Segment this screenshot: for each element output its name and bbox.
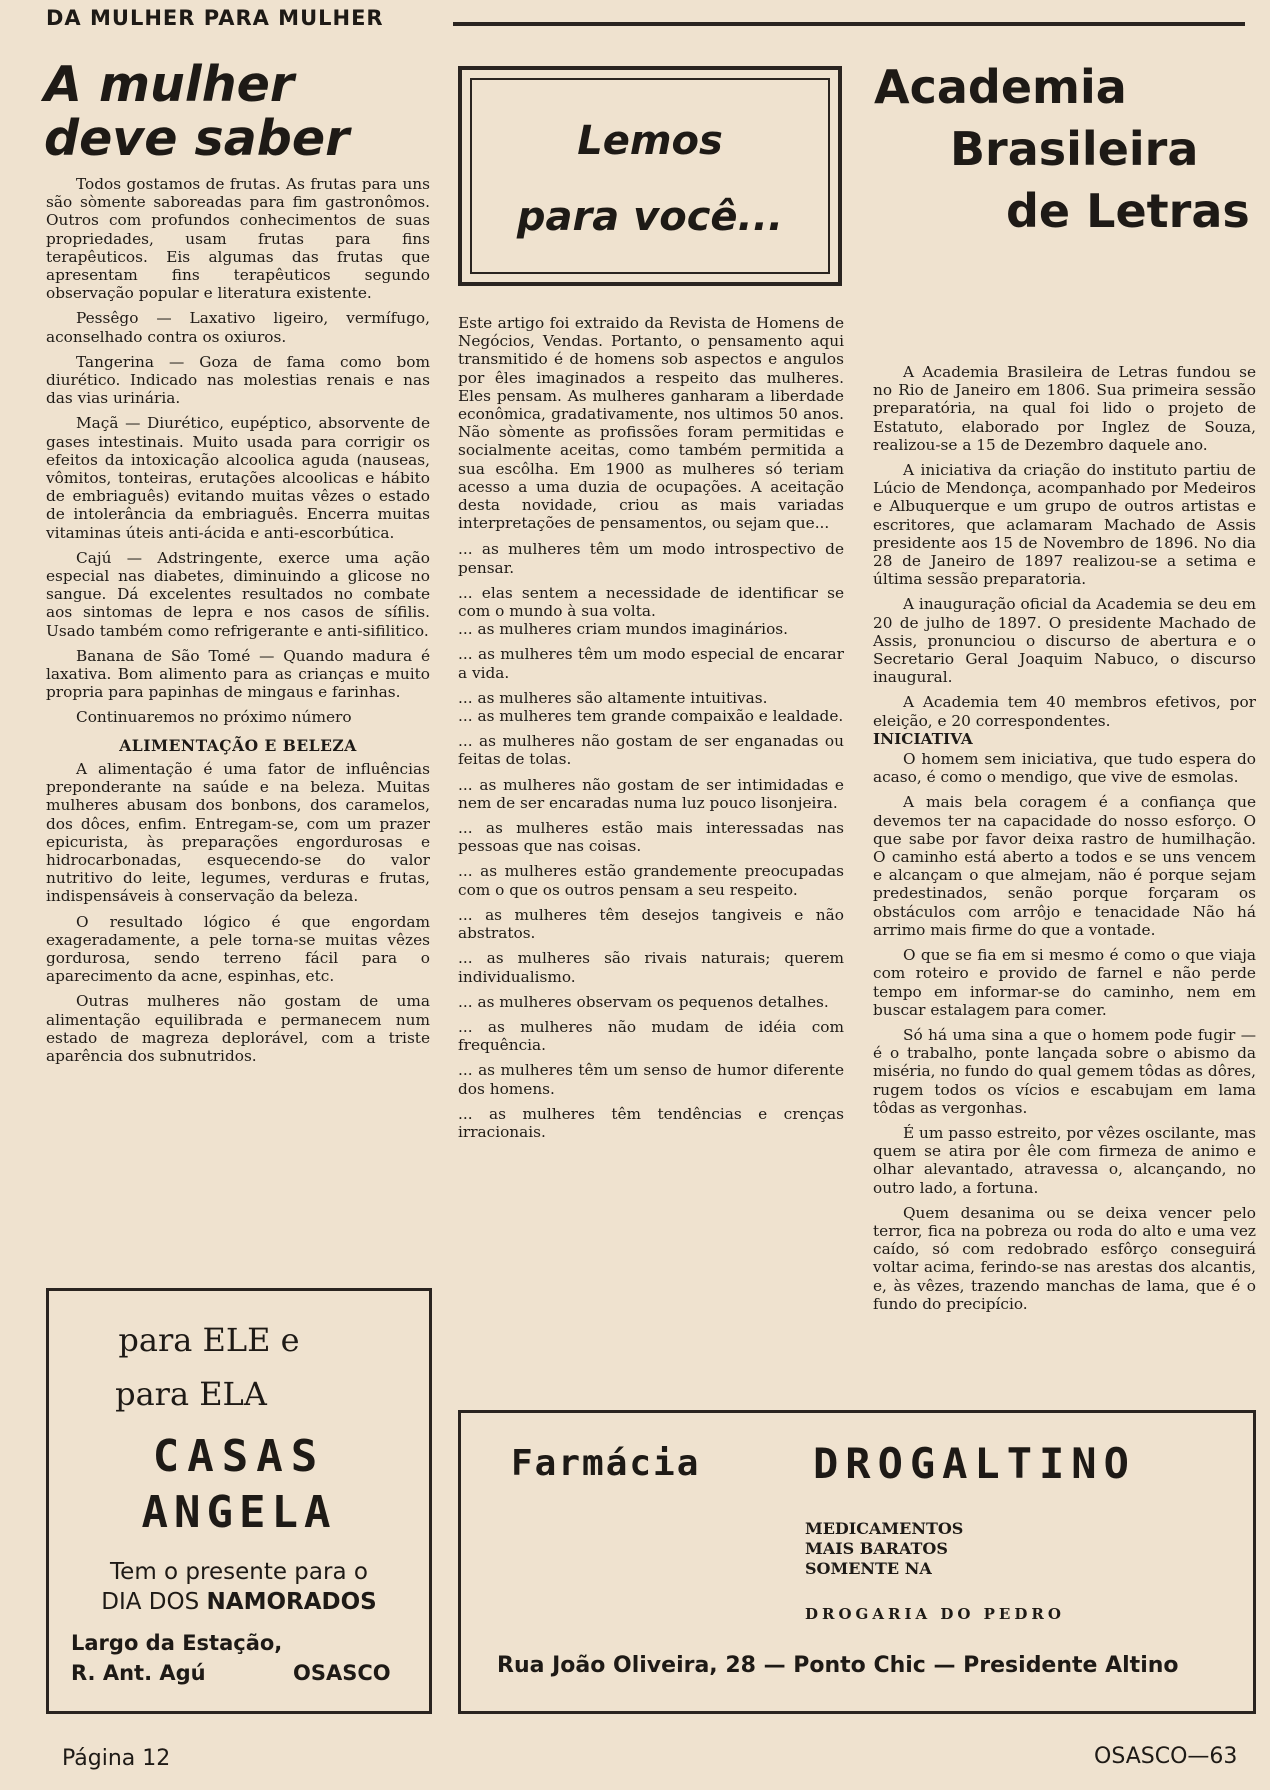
page-number: Página 12: [62, 1746, 171, 1771]
ad-subtitle-line: SOMENTE NA: [805, 1559, 932, 1578]
ad-address: Rua João Oliveira, 28 — Ponto Chic — Presidente Altino: [497, 1653, 1179, 1678]
list-item: ... elas sentem a necessidade de identificar se com o mundo à sua volta.: [458, 583, 844, 621]
paragraph: Todos gostamos de frutas. As frutas para uns são sòmente saboreadas para fim gastronômos. Outros com profundos conhecimentos de suas propriedades, usam frutas para fins terapêuticos. Eis algumas das frutas que apresentam fins terapêuticos segundo observação popular e literatura existente.: [46, 175, 430, 303]
list-item: ... as mulheres são altamente intuitivas.: [458, 688, 768, 707]
subheading: INICIATIVA: [873, 729, 973, 748]
paragraph: Este artigo foi extraido da Revista de Homens de Negócios, Vendas. Portanto, o pensamento aqui transmitido é de homens sob aspectos e angulos por êles imaginados a respeito das mulheres. Eles pensam. As mulheres ganharam a liberdade econômica, gradativamente, nos ultimos 50 anos. Não sòmente as profissões foram permitidas e socialmente aceitas, como também permitida a sua escôlha. Em 1900 as mulheres só teriam acesso a uma duzia de ocupações. A aceitação desta novidade, criou as mais variadas interpretações de pensamentos, ou sejam que...: [458, 314, 844, 533]
paragraph: Cajú — Adstringente, exerce uma ação especial nas diabetes, diminuindo a glicose no sangue. Dá excelentes resultados no combate aos sintomas de lepra e nos casos de sífilis. Usado também como refrigerante e anti-sifilitico.: [46, 548, 430, 640]
ad-brand: ANGELA: [141, 1487, 337, 1538]
list-item: ... as mulheres têm um modo especial de encarar a vida.: [458, 645, 844, 682]
ad-tagline: Tem o presente para o: [110, 1559, 368, 1585]
list-item: ... as mulheres têm um senso de humor diferente dos homens.: [458, 1061, 844, 1098]
list-item: ... as mulheres têm um modo introspectivo de pensar.: [458, 540, 844, 577]
paragraph: Continuaremos no próximo número: [76, 708, 352, 727]
list-item: ... as mulheres são rivais naturais; querem individualismo.: [458, 949, 844, 986]
box-title-line: Lemos: [577, 118, 723, 164]
paragraph: Quem desanima ou se deixa vencer pelo terror, fica na pobreza ou roda do alto e uma vez caído, só com redobrado esfôrço conseguirá voltar acima, ferindo-se nas arestas dos alcantis, e, às vêzes, trazendo manchas de lama, que é o fundo do precipício.: [873, 1203, 1256, 1313]
paragraph: O homem sem iniciativa, que tudo espera do acaso, é como o mendigo, que vive de esmolas.: [873, 750, 1256, 787]
list-item: ... as mulheres têm desejos tangiveis e não abstratos.: [458, 905, 844, 943]
ad-title: Farmácia: [511, 1443, 701, 1484]
paragraph: Pessêgo — Laxativo ligeiro, vermífugo, aconselhado contra os oxiuros.: [46, 309, 430, 346]
ad-address: R. Ant. Agú: [71, 1661, 206, 1685]
title-line: A mulher: [44, 56, 295, 113]
paragraph: O resultado lógico é que engordam exageradamente, a pele torna-se muitas vêzes gordurosa, sendo terreno fácil para o aparecimento da acne, espinhas, etc.: [46, 912, 430, 986]
list-item: ... as mulheres observam os pequenos detalhes.: [458, 992, 829, 1011]
subheading: ALIMENTAÇÃO E BELEZA: [119, 735, 357, 755]
list-item: ... as mulheres criam mundos imaginários.: [458, 620, 788, 639]
ad-subtitle: [805, 1519, 963, 1579]
ad-tagline: [49, 1589, 429, 1615]
list-item: ... as mulheres estão grandemente preocupadas com o que os outros pensam a seu respeito.: [458, 862, 844, 899]
article-right-body: [873, 363, 1256, 1320]
box-inner-frame: [470, 78, 830, 274]
paragraph: A Academia Brasileira de Letras fundou se no Rio de Janeiro em 1806. Sua primeira sessão preparatória, na qual foi lido o projeto de Estatuto, elaborado por Inglez de Souza, realizou-se a 15 de Dezembro daquele ano.: [873, 363, 1256, 454]
header-rule: [453, 22, 1245, 26]
list-item: ... as mulheres estão mais interessadas nas pessoas que nas coisas.: [458, 819, 844, 856]
paragraph: Tangerina — Goza de fama como bom diurético. Indicado nas molestias renais e nas das vias urinária.: [46, 352, 430, 408]
paragraph: A Academia tem 40 membros efetivos, por eleição, e 20 correspondentes.: [873, 693, 1256, 730]
title-line: deve saber: [44, 110, 350, 167]
paragraph: É um passo estreito, por vêzes oscilante, mas quem se atira por êle com firmeza de animo e olhar alevantado, atravessa o, alcançando, no outro lado, a fortuna.: [873, 1123, 1256, 1197]
list-item: ... as mulheres não gostam de ser intimidadas e nem de ser encaradas numa luz pouco lisonjeira.: [458, 775, 844, 812]
paragraph: Maçã — Diurético, eupéptico, absorvente de gases intestinais. Muito usada para corrigir os efeitos da intoxicação alcoolica aguda (nauseas, vômitos, tonteiras, erutações alcoolicas e hábito de embriaguês) evitando muitas vêzes o estado de intolerância da embriaguês. Encerra muitas vitaminas úteis anti-ácida e anti-escorbútica.: [46, 414, 430, 542]
ad-farmacia-drogaltino: [458, 1410, 1256, 1714]
article-title-right-line2: Brasileira: [950, 122, 1199, 176]
box-title-line: para você...: [516, 194, 784, 240]
list-item: ... as mulheres não gostam de ser enganadas ou feitas de tolas.: [458, 732, 844, 769]
list-item: ... as mulheres tem grande compaixão e lealdade.: [458, 707, 844, 726]
section-header: DA MULHER PARA MULHER: [46, 6, 384, 30]
list-item: ... as mulheres não mudam de idéia com frequência.: [458, 1017, 844, 1055]
ad-subtitle-line: MEDICAMENTOS: [805, 1519, 964, 1538]
ad-city: OSASCO: [293, 1661, 391, 1685]
ad-casas-angela: [46, 1288, 432, 1714]
ad-tagline-bold: NAMORADOS: [206, 1589, 377, 1615]
paragraph: O que se fia em si mesmo é como o que viaja com roteiro e provido de farnel e não perde tempo em informar-se do caminho, nem em buscar estalagem para comer.: [873, 946, 1256, 1019]
article-title-right-line1: Academia: [874, 60, 1127, 114]
footer-right: OSASCO—63: [1094, 1744, 1238, 1769]
paragraph: A inauguração oficial da Academia se deu em 20 de julho de 1897. O presidente Machado de Assis, pronunciou o discurso de abertura e o Secretario Geral Joaquim Nabuco, o discurso inaugural.: [873, 595, 1256, 687]
ad-store-name: DROGARIA DO PEDRO: [805, 1605, 1065, 1623]
paragraph: Banana de São Tomé — Quando madura é laxativa. Bom alimento para as crianças e muito propria para papinhas de mingaus e farinhas.: [46, 646, 430, 702]
article-title-left: [44, 58, 349, 166]
paragraph: Outras mulheres não gostam de uma alimentação equilibrada e permanecem num estado de magreza deplorável, com a triste aparência dos subnutridos.: [46, 992, 430, 1065]
lemos-title-box: [458, 66, 842, 286]
paragraph: A iniciativa da criação do instituto partiu de Lúcio de Mendonça, acompanhado por Medeiros e Albuquerque e um grupo de outros artistas e escritores, que aclamaram Machado de Assis presidente aos 15 de Novembro de 1896. No dia 28 de Janeiro de 1897 realizou-se a setima e última sessão preparatoria.: [873, 461, 1256, 589]
ad-line: para ELE e: [118, 1321, 300, 1359]
article-title-right-line3: de Letras: [1006, 184, 1250, 238]
ad-title-brand: DROGALTINO: [813, 1439, 1136, 1488]
article-left-body: [46, 175, 430, 1072]
paragraph: A mais bela coragem é a confiança que devemos ter na capacidade do nosso esforço. O que sabe por favor deixa rastro de humilhação. O caminho está aberto a todos e se uns vencem e alcançam o que almejam, não é porque sejam predestinados, senão porque forçaram os obstáculos com arrôjo e tenacidade Não há arrimo mais firme do que a vontade.: [873, 793, 1256, 939]
paragraph: A alimentação é uma fator de influências preponderante na saúde e na beleza. Muitas mulheres abusam dos bonbons, dos caramelos, dos dôces, enfim. Entregam-se, com um prazer epicurista, às preparações engordurosas e hidrocarbonadas, esquecendo-se do valor nutritivo do leite, legumes, verduras e frutas, indispensáveis à conservação da beleza.: [46, 759, 430, 906]
ad-subtitle-line: MAIS BARATOS: [805, 1539, 948, 1558]
list-item: ... as mulheres têm tendências e crenças irracionais.: [458, 1104, 844, 1141]
ad-address: Largo da Estação,: [71, 1631, 283, 1655]
ad-tagline-part: DIA DOS: [101, 1589, 207, 1615]
article-center-body: [458, 314, 844, 1148]
ad-line: para ELA: [115, 1375, 267, 1413]
paragraph: Só há uma sina a que o homem pode fugir — é o trabalho, ponte lançada sobre o abismo da miséria, no fundo do qual gemem tôdas as dôres, rugem todos os vícios e escabujam em lama tôdas as vergonhas.: [873, 1025, 1256, 1117]
ad-brand: CASAS: [152, 1431, 326, 1482]
